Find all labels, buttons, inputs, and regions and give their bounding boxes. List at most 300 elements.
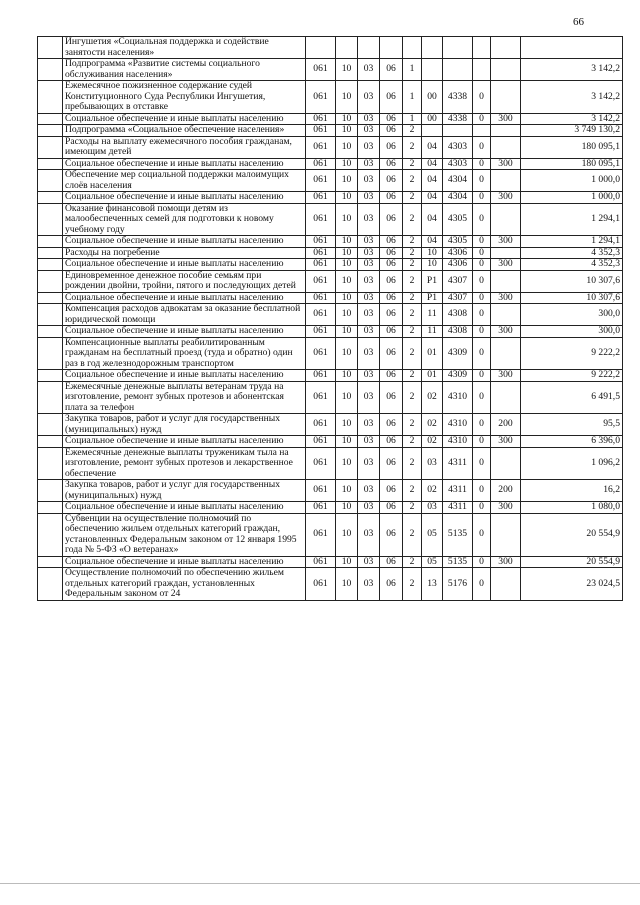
program-code: 06: [380, 170, 403, 192]
subsection-code: 03: [358, 259, 380, 271]
activity-code: [422, 125, 443, 137]
direction-code: 4311: [443, 502, 473, 514]
direction-code: 4310: [443, 436, 473, 448]
direction-suffix: 0: [473, 292, 491, 304]
section-code: 10: [336, 270, 358, 292]
department-code: 061: [306, 436, 336, 448]
item-name: Социальное обеспечение и иные выплаты населению: [63, 192, 306, 204]
program-code: 06: [380, 292, 403, 304]
direction-suffix: 0: [473, 556, 491, 568]
amount: 1 080,0: [521, 502, 623, 514]
subsection-code: 03: [358, 556, 380, 568]
item-name: Единовременное денежное пособие семьям при рождении двойни, тройни, пятого и последующих детей: [63, 270, 306, 292]
subprogram-code: 1: [403, 81, 422, 114]
row-marker-cell: [38, 136, 63, 158]
department-code: 061: [306, 59, 336, 81]
table-row: [38, 192, 623, 204]
subsection-code: 03: [358, 414, 380, 436]
table-row: [38, 203, 623, 236]
program-code: 06: [380, 192, 403, 204]
subprogram-code: 2: [403, 381, 422, 414]
direction-code: 4310: [443, 414, 473, 436]
department-code: 061: [306, 125, 336, 137]
item-name: Оказание финансовой помощи детям из малообеспеченных семей для подготовки к новому учебному году: [63, 203, 306, 236]
item-name: Подпрограмма «Социальное обеспечение населения»: [63, 125, 306, 137]
item-name: Обеспечение мер социальной поддержки малоимущих слоёв населения: [63, 170, 306, 192]
row-marker-cell: [38, 381, 63, 414]
amount: 180 095,1: [521, 136, 623, 158]
program-code: 06: [380, 480, 403, 502]
amount: 16,2: [521, 480, 623, 502]
subprogram-code: 2: [403, 436, 422, 448]
subsection-code: 03: [358, 113, 380, 125]
budget-table: [37, 36, 623, 601]
row-marker-cell: [38, 59, 63, 81]
expense-type-code: [491, 81, 521, 114]
item-name: Социальное обеспечение и иные выплаты населению: [63, 292, 306, 304]
program-code: 06: [380, 81, 403, 114]
expense-type-code: 300: [491, 556, 521, 568]
activity-code: 04: [422, 158, 443, 170]
section-code: 10: [336, 59, 358, 81]
direction-suffix: 0: [473, 136, 491, 158]
program-code: 06: [380, 247, 403, 259]
activity-code: 04: [422, 136, 443, 158]
section-code: 10: [336, 203, 358, 236]
subsection-code: 03: [358, 513, 380, 556]
amount: 95,5: [521, 414, 623, 436]
subprogram-code: 2: [403, 236, 422, 248]
item-name: Социальное обеспечение и иные выплаты населению: [63, 158, 306, 170]
subsection-code: 03: [358, 381, 380, 414]
direction-suffix: 0: [473, 247, 491, 259]
department-code: 061: [306, 513, 336, 556]
direction-code: 4304: [443, 192, 473, 204]
row-marker-cell: [38, 247, 63, 259]
subsection-code: 03: [358, 436, 380, 448]
row-marker-cell: [38, 292, 63, 304]
department-code: 061: [306, 170, 336, 192]
direction-code: 4309: [443, 370, 473, 382]
program-code: 06: [380, 370, 403, 382]
expense-type-code: 300: [491, 502, 521, 514]
department-code: 061: [306, 81, 336, 114]
program-code: 06: [380, 436, 403, 448]
department-code: 061: [306, 502, 336, 514]
direction-suffix: 0: [473, 192, 491, 204]
activity-code: 02: [422, 436, 443, 448]
expense-type-code: [491, 247, 521, 259]
subsection-code: 03: [358, 136, 380, 158]
program-code: 06: [380, 125, 403, 137]
activity-code: 10: [422, 259, 443, 271]
expense-type-code: [491, 170, 521, 192]
amount: 6 396,0: [521, 436, 623, 448]
table-row: [38, 414, 623, 436]
direction-suffix: 0: [473, 337, 491, 370]
table-row: [38, 326, 623, 338]
amount: 10 307,6: [521, 270, 623, 292]
section-code: 10: [336, 81, 358, 114]
table-row: [38, 125, 623, 137]
direction-code: 4310: [443, 381, 473, 414]
table-row: [38, 502, 623, 514]
direction-code: [443, 37, 473, 59]
direction-suffix: 0: [473, 326, 491, 338]
row-marker-cell: [38, 113, 63, 125]
activity-code: [422, 59, 443, 81]
subprogram-code: 2: [403, 502, 422, 514]
table-row: [38, 259, 623, 271]
amount: 20 554,9: [521, 513, 623, 556]
table-row: [38, 236, 623, 248]
program-code: 06: [380, 203, 403, 236]
subprogram-code: 2: [403, 326, 422, 338]
department-code: 061: [306, 136, 336, 158]
item-name: Социальное обеспечение и иные выплаты населению: [63, 113, 306, 125]
department-code: 061: [306, 447, 336, 480]
row-marker-cell: [38, 125, 63, 137]
activity-code: 04: [422, 170, 443, 192]
subsection-code: 03: [358, 292, 380, 304]
amount: 1 294,1: [521, 236, 623, 248]
expense-type-code: 200: [491, 480, 521, 502]
subsection-code: 03: [358, 370, 380, 382]
program-code: 06: [380, 236, 403, 248]
direction-suffix: 0: [473, 502, 491, 514]
department-code: 061: [306, 292, 336, 304]
item-name: Социальное обеспечение и иные выплаты населению: [63, 236, 306, 248]
program-code: 06: [380, 158, 403, 170]
program-code: 06: [380, 304, 403, 326]
table-row: [38, 292, 623, 304]
direction-code: 4309: [443, 337, 473, 370]
expense-type-code: [491, 125, 521, 137]
item-name: Ежемесячное пожизненное содержание судей Конституционного Суда Республики Ингушетия, пребывающих в отставке: [63, 81, 306, 114]
subsection-code: 03: [358, 480, 380, 502]
expense-type-code: [491, 136, 521, 158]
section-code: 10: [336, 568, 358, 601]
subprogram-code: 2: [403, 136, 422, 158]
program-code: 06: [380, 381, 403, 414]
direction-suffix: 0: [473, 81, 491, 114]
section-code: 10: [336, 247, 358, 259]
subprogram-code: 2: [403, 513, 422, 556]
row-marker-cell: [38, 502, 63, 514]
row-marker-cell: [38, 270, 63, 292]
direction-code: 4304: [443, 170, 473, 192]
table-row: [38, 136, 623, 158]
subsection-code: 03: [358, 502, 380, 514]
amount: 4 352,3: [521, 247, 623, 259]
direction-suffix: 0: [473, 513, 491, 556]
section-code: 10: [336, 192, 358, 204]
subprogram-code: 2: [403, 259, 422, 271]
row-marker-cell: [38, 192, 63, 204]
item-name: Расходы на погребение: [63, 247, 306, 259]
row-marker-cell: [38, 203, 63, 236]
subprogram-code: 2: [403, 158, 422, 170]
department-code: 061: [306, 326, 336, 338]
direction-code: 4303: [443, 158, 473, 170]
subprogram-code: 1: [403, 113, 422, 125]
program-code: [380, 37, 403, 59]
subprogram-code: 2: [403, 203, 422, 236]
direction-suffix: [473, 59, 491, 81]
direction-code: 4307: [443, 270, 473, 292]
department-code: 061: [306, 158, 336, 170]
row-marker-cell: [38, 158, 63, 170]
expense-type-code: [491, 59, 521, 81]
activity-code: 03: [422, 447, 443, 480]
department-code: 061: [306, 337, 336, 370]
item-name: Субвенции на осуществление полномочий по обеспечению жильем отдельных категорий граждан, установленных Федеральным законом от 12 января 1995 года № 5-ФЗ «О ветеранах»: [63, 513, 306, 556]
expense-type-code: [491, 381, 521, 414]
direction-code: 4306: [443, 259, 473, 271]
subprogram-code: 2: [403, 192, 422, 204]
table-row: [38, 370, 623, 382]
table-row: [38, 513, 623, 556]
item-name: Социальное обеспечение и иные выплаты населению: [63, 556, 306, 568]
expense-type-code: 200: [491, 414, 521, 436]
direction-suffix: 0: [473, 259, 491, 271]
row-marker-cell: [38, 370, 63, 382]
department-code: 061: [306, 203, 336, 236]
direction-suffix: 0: [473, 113, 491, 125]
direction-code: [443, 125, 473, 137]
activity-code: 04: [422, 192, 443, 204]
section-code: 10: [336, 125, 358, 137]
direction-suffix: 0: [473, 270, 491, 292]
section-code: 10: [336, 158, 358, 170]
department-code: [306, 37, 336, 59]
direction-suffix: 0: [473, 158, 491, 170]
expense-type-code: 300: [491, 326, 521, 338]
section-code: 10: [336, 513, 358, 556]
expense-type-code: [491, 304, 521, 326]
section-code: 10: [336, 414, 358, 436]
direction-code: 5176: [443, 568, 473, 601]
item-name: Ежемесячные денежные выплаты труженикам тыла на изготовление, ремонт зубных протезов и лекарственное обеспечение: [63, 447, 306, 480]
activity-code: [422, 37, 443, 59]
department-code: 061: [306, 414, 336, 436]
row-marker-cell: [38, 414, 63, 436]
program-code: 06: [380, 513, 403, 556]
subprogram-code: 2: [403, 447, 422, 480]
amount: 4 352,3: [521, 259, 623, 271]
department-code: 061: [306, 247, 336, 259]
program-code: 06: [380, 556, 403, 568]
table-row: [38, 480, 623, 502]
item-name: Социальное обеспечение и иные выплаты населению: [63, 502, 306, 514]
program-code: 06: [380, 59, 403, 81]
row-marker-cell: [38, 170, 63, 192]
table-row: [38, 381, 623, 414]
subprogram-code: [403, 37, 422, 59]
department-code: 061: [306, 113, 336, 125]
amount: 3 142,2: [521, 59, 623, 81]
direction-code: 4338: [443, 81, 473, 114]
table-row: [38, 170, 623, 192]
direction-code: [443, 59, 473, 81]
program-code: 06: [380, 326, 403, 338]
activity-code: 02: [422, 480, 443, 502]
activity-code: 01: [422, 370, 443, 382]
amount: 300,0: [521, 326, 623, 338]
table-row: [38, 37, 623, 59]
item-name: Социальное обеспечение и иные выплаты населению: [63, 370, 306, 382]
amount: 20 554,9: [521, 556, 623, 568]
row-marker-cell: [38, 37, 63, 59]
activity-code: 04: [422, 236, 443, 248]
department-code: 061: [306, 270, 336, 292]
direction-suffix: 0: [473, 370, 491, 382]
subsection-code: 03: [358, 236, 380, 248]
department-code: 061: [306, 192, 336, 204]
direction-code: 4338: [443, 113, 473, 125]
table-row: [38, 337, 623, 370]
activity-code: 00: [422, 113, 443, 125]
section-code: [336, 37, 358, 59]
amount: 1 000,0: [521, 192, 623, 204]
amount: [521, 37, 623, 59]
subprogram-code: 2: [403, 480, 422, 502]
section-code: 10: [336, 370, 358, 382]
program-code: 06: [380, 568, 403, 601]
section-code: 10: [336, 304, 358, 326]
direction-code: 4311: [443, 480, 473, 502]
amount: 300,0: [521, 304, 623, 326]
subprogram-code: 2: [403, 337, 422, 370]
department-code: 061: [306, 381, 336, 414]
section-code: 10: [336, 480, 358, 502]
row-marker-cell: [38, 337, 63, 370]
item-name: Социальное обеспечение и иные выплаты населению: [63, 436, 306, 448]
program-code: 06: [380, 337, 403, 370]
program-code: 06: [380, 270, 403, 292]
direction-suffix: [473, 125, 491, 137]
item-name: Социальное обеспечение и иные выплаты населению: [63, 259, 306, 271]
row-marker-cell: [38, 480, 63, 502]
direction-suffix: 0: [473, 568, 491, 601]
item-name: Осуществление полномочий по обеспечению жильем отдельных категорий граждан, установленных Федеральным законом от 24: [63, 568, 306, 601]
activity-code: 01: [422, 337, 443, 370]
direction-suffix: 0: [473, 304, 491, 326]
activity-code: 03: [422, 502, 443, 514]
section-code: 10: [336, 381, 358, 414]
section-code: 10: [336, 170, 358, 192]
scan-artifact-line: [0, 883, 640, 884]
item-name: Ежемесячные денежные выплаты ветеранам труда на изготовление, ремонт зубных протезов и абонентская плата за телефон: [63, 381, 306, 414]
table-row: [38, 436, 623, 448]
table-row: [38, 447, 623, 480]
table-row: [38, 158, 623, 170]
program-code: 06: [380, 136, 403, 158]
expense-type-code: 300: [491, 436, 521, 448]
subsection-code: 03: [358, 270, 380, 292]
subsection-code: 03: [358, 125, 380, 137]
item-name: Расходы на выплату ежемесячного пособия гражданам, имеющим детей: [63, 136, 306, 158]
table-row: [38, 270, 623, 292]
direction-code: 4305: [443, 203, 473, 236]
program-code: 06: [380, 502, 403, 514]
section-code: 10: [336, 259, 358, 271]
page-number: 66: [573, 16, 584, 28]
direction-suffix: 0: [473, 436, 491, 448]
expense-type-code: [491, 203, 521, 236]
direction-code: 4305: [443, 236, 473, 248]
activity-code: P1: [422, 270, 443, 292]
item-name: Закупка товаров, работ и услуг для государственных (муниципальных) нужд: [63, 414, 306, 436]
subprogram-code: 2: [403, 414, 422, 436]
section-code: 10: [336, 326, 358, 338]
expense-type-code: 300: [491, 370, 521, 382]
expense-type-code: [491, 37, 521, 59]
subsection-code: 03: [358, 568, 380, 601]
item-name: Подпрограмма «Развитие системы социального обслуживания населения»: [63, 59, 306, 81]
expense-type-code: 300: [491, 259, 521, 271]
activity-code: 05: [422, 556, 443, 568]
direction-code: 4308: [443, 304, 473, 326]
table-row: [38, 81, 623, 114]
amount: 9 222,2: [521, 337, 623, 370]
table-row: [38, 113, 623, 125]
expense-type-code: 300: [491, 292, 521, 304]
activity-code: 05: [422, 513, 443, 556]
table-row: [38, 556, 623, 568]
expense-type-code: [491, 513, 521, 556]
department-code: 061: [306, 370, 336, 382]
section-code: 10: [336, 236, 358, 248]
subprogram-code: 2: [403, 292, 422, 304]
expense-type-code: 300: [491, 192, 521, 204]
direction-code: 4306: [443, 247, 473, 259]
subsection-code: [358, 37, 380, 59]
row-marker-cell: [38, 556, 63, 568]
row-marker-cell: [38, 326, 63, 338]
subprogram-code: 2: [403, 304, 422, 326]
department-code: 061: [306, 304, 336, 326]
expense-type-code: 300: [491, 236, 521, 248]
subprogram-code: 2: [403, 270, 422, 292]
subprogram-code: 2: [403, 247, 422, 259]
activity-code: P1: [422, 292, 443, 304]
activity-code: 11: [422, 304, 443, 326]
department-code: 061: [306, 259, 336, 271]
direction-suffix: 0: [473, 381, 491, 414]
subprogram-code: 2: [403, 370, 422, 382]
row-marker-cell: [38, 436, 63, 448]
subprogram-code: 1: [403, 59, 422, 81]
activity-code: 11: [422, 326, 443, 338]
item-name: Закупка товаров, работ и услуг для государственных (муниципальных) нужд: [63, 480, 306, 502]
program-code: 06: [380, 259, 403, 271]
expense-type-code: [491, 337, 521, 370]
direction-code: 4307: [443, 292, 473, 304]
section-code: 10: [336, 556, 358, 568]
direction-code: 4308: [443, 326, 473, 338]
section-code: 10: [336, 447, 358, 480]
department-code: 061: [306, 236, 336, 248]
subsection-code: 03: [358, 304, 380, 326]
subsection-code: 03: [358, 59, 380, 81]
amount: 9 222,2: [521, 370, 623, 382]
subsection-code: 03: [358, 203, 380, 236]
row-marker-cell: [38, 236, 63, 248]
section-code: 10: [336, 436, 358, 448]
department-code: 061: [306, 568, 336, 601]
table-row: [38, 568, 623, 601]
